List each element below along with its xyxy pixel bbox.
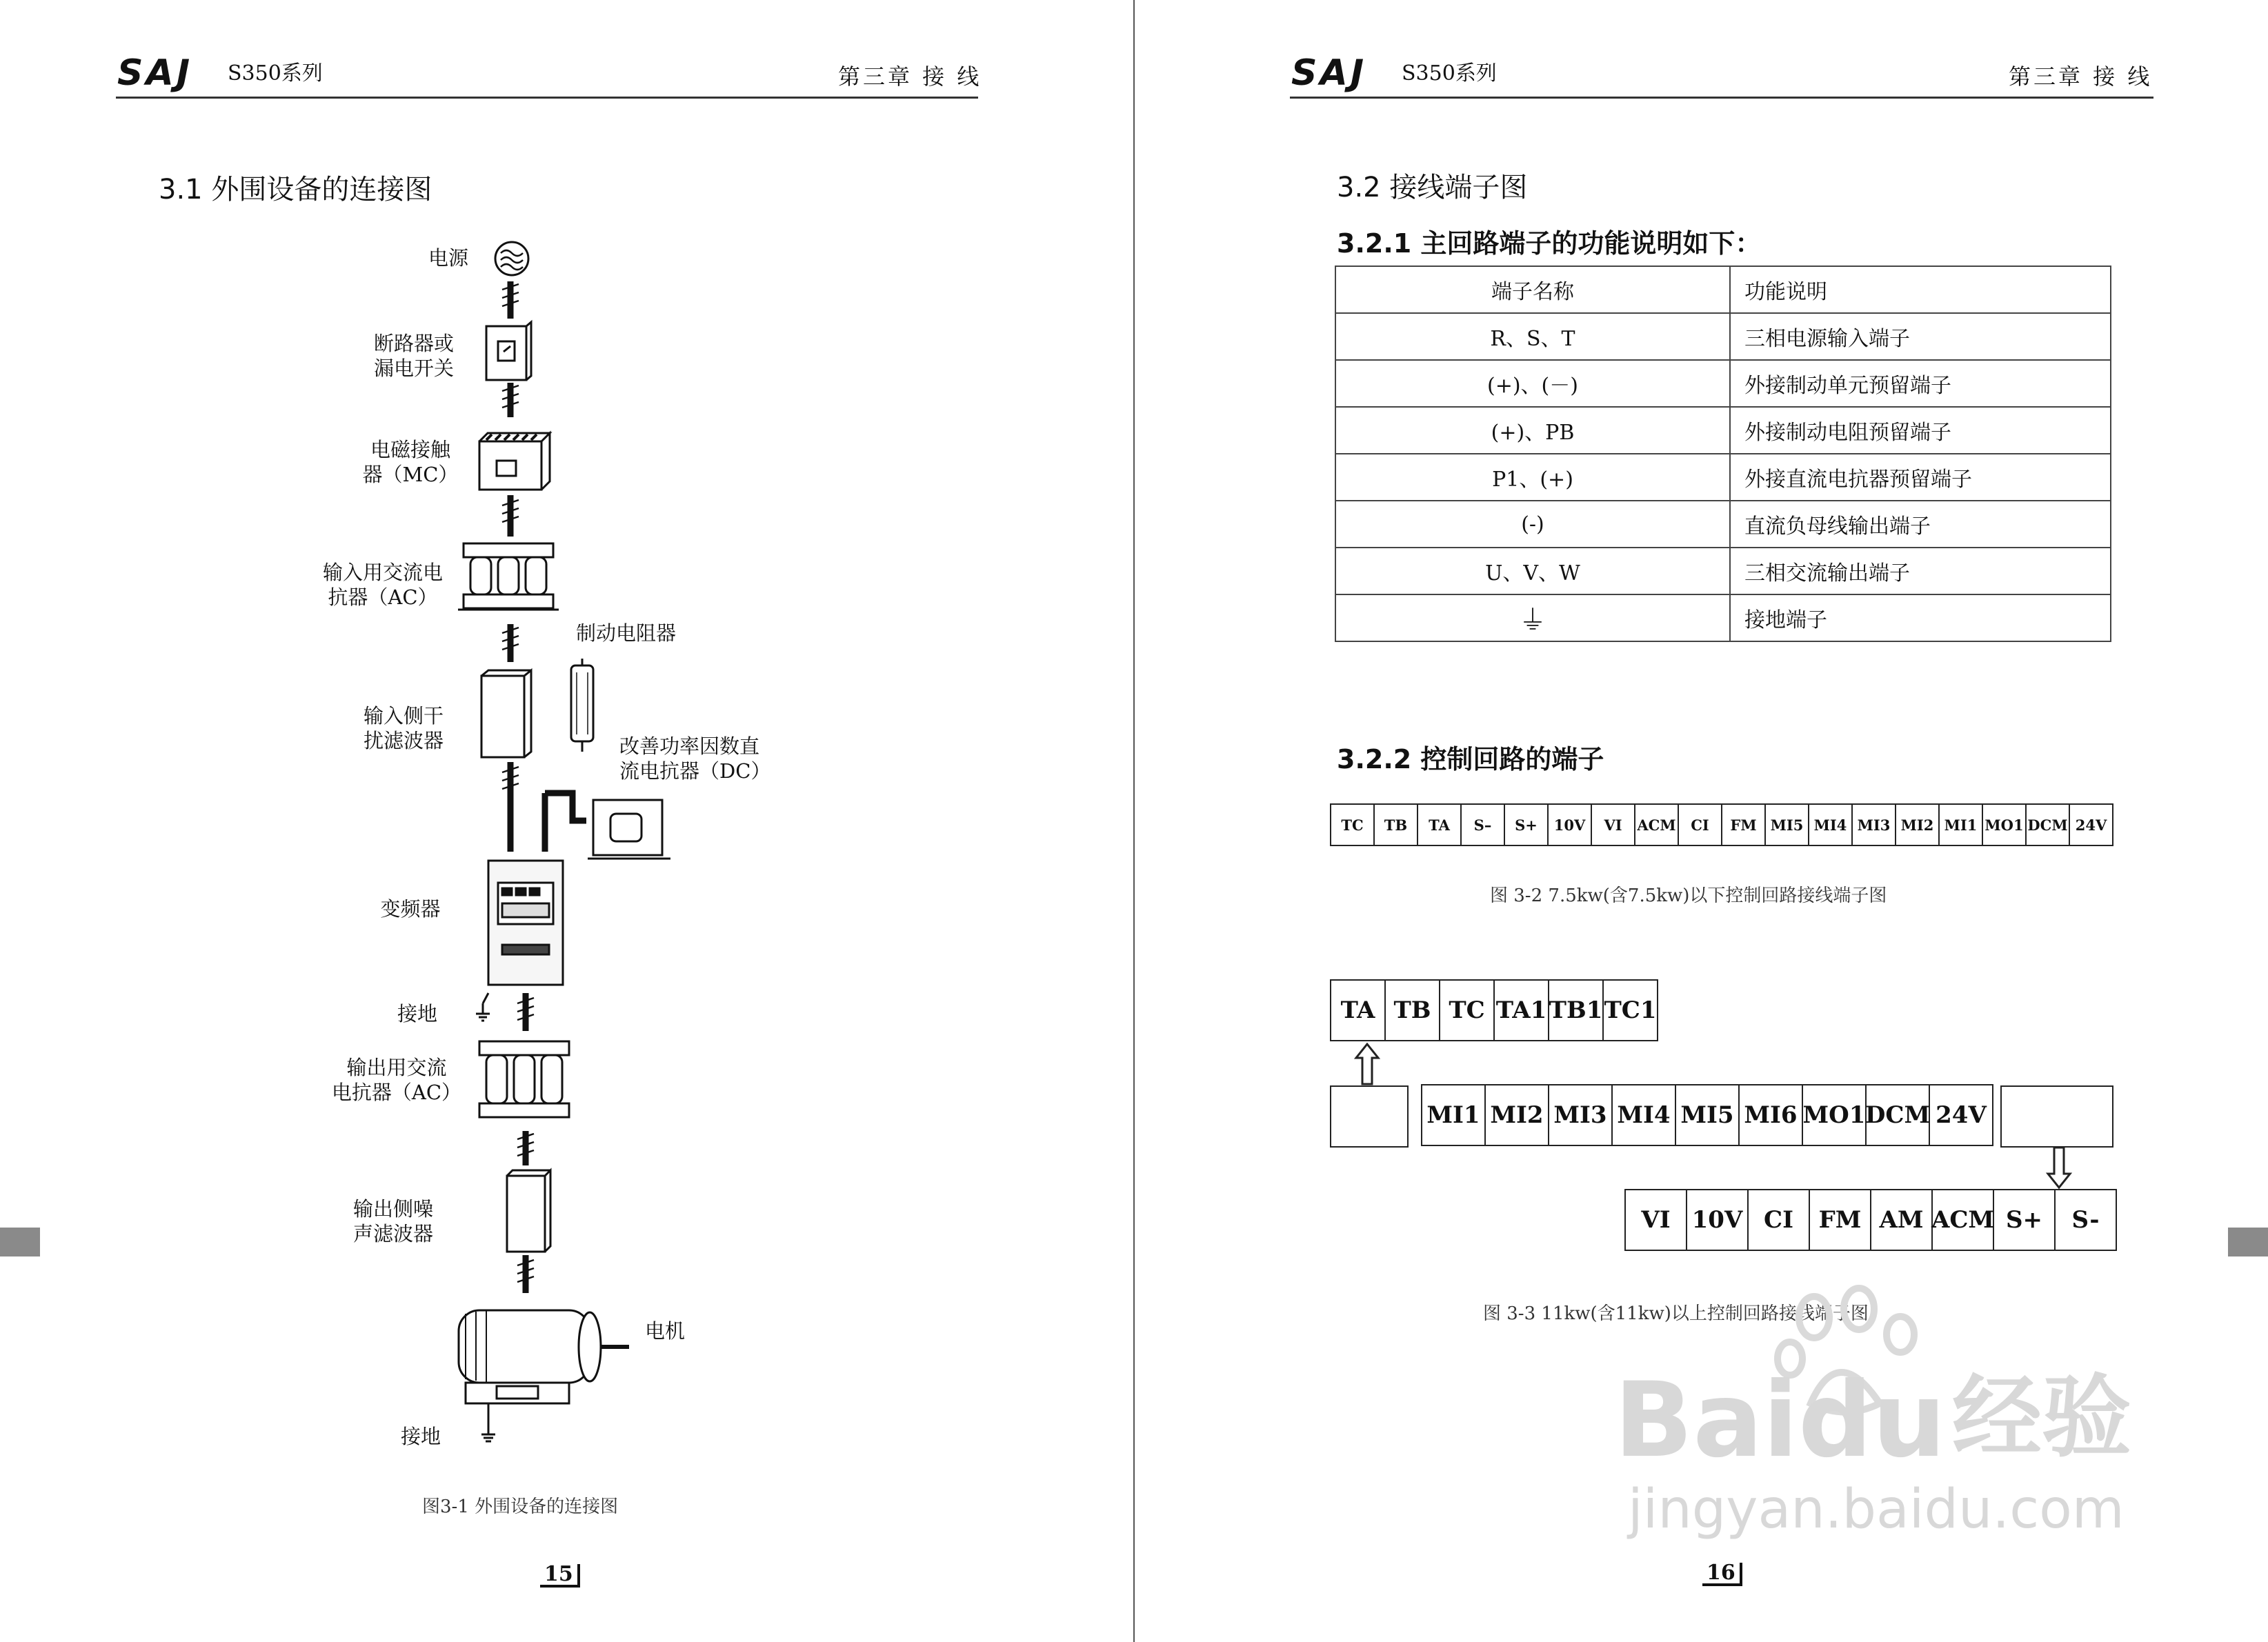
small-strip-terminal: FM	[1722, 805, 1766, 846]
small-terminal-strip	[1330, 803, 2113, 846]
section-title: 3.2 接线端子图	[1337, 172, 1528, 203]
right-side-tab	[2228, 1228, 2268, 1256]
terminal-function: 三相交流输出端子	[1730, 548, 2111, 594]
label-ground-1: 接地	[397, 1002, 437, 1025]
figure-caption: 图 3-2 7.5kw(含7.5kw)以下控制回路接线端子图	[1490, 885, 1887, 906]
small-strip-terminal: MI4	[1809, 805, 1853, 846]
relay-terminal: TB	[1386, 981, 1440, 1041]
small-strip-terminal: MO1	[1983, 805, 2027, 846]
table-header: 端子名称	[1335, 266, 1730, 313]
terminal-name: (+)、(－)	[1335, 360, 1730, 407]
table-row	[1335, 407, 2111, 454]
table-row	[1335, 313, 2111, 360]
power-source-icon	[495, 242, 528, 275]
page-number: 15	[540, 1564, 580, 1588]
blank-terminal-box	[1330, 1085, 1409, 1148]
small-strip-terminal: S–	[1462, 805, 1505, 846]
terminal-function: 三相电源输入端子	[1730, 313, 2111, 360]
analog-terminal: VI	[1626, 1190, 1687, 1251]
output-filter-icon	[507, 1170, 550, 1252]
relay-terminal: TC	[1440, 981, 1495, 1041]
terminal-name: P1、(+)	[1335, 454, 1730, 501]
small-strip-terminal: MI2	[1896, 805, 1940, 846]
brand-logo: SAJ	[1291, 52, 1367, 94]
terminal-name: (-)	[1335, 501, 1730, 548]
watermark-url: jingyan.baidu.com	[1628, 1479, 2125, 1541]
digital-terminal: MO1	[1803, 1085, 1867, 1146]
series-name: S350系列	[228, 61, 323, 86]
table-row	[1335, 501, 2111, 548]
terminal-function: 直流负母线输出端子	[1730, 501, 2111, 548]
label-output-filter: 输出侧噪 声滤波器	[352, 1197, 433, 1245]
relay-terminal: TC1	[1604, 981, 1658, 1041]
small-strip-terminal: 10V	[1549, 805, 1592, 846]
chapter-title: 第三章 接 线	[838, 63, 982, 90]
figure-caption: 图3-1 外围设备的连接图	[422, 1496, 619, 1517]
contactor-icon	[479, 433, 550, 490]
watermark-brand-bai: Bai	[1614, 1361, 1798, 1481]
small-strip-terminal: CI	[1679, 805, 1722, 846]
arrow-down-icon	[2045, 1146, 2073, 1189]
motor-icon	[459, 1310, 629, 1441]
digital-terminal: MI1	[1422, 1085, 1486, 1146]
series-name: S350系列	[1402, 61, 1497, 86]
terminal-function: 接地端子	[1730, 594, 2111, 641]
table-header: 功能说明	[1730, 266, 2111, 313]
breaker-icon	[486, 322, 531, 380]
digital-terminal: DCM	[1867, 1085, 1930, 1146]
digital-terminal: MI3	[1549, 1085, 1613, 1146]
chapter-title: 第三章 接 线	[2009, 63, 2153, 90]
dc-reactor-icon	[545, 793, 670, 859]
terminal-name: (+)、PB	[1335, 407, 1730, 454]
label-input-reactor: 输入用交流电 抗器（AC）	[322, 561, 443, 609]
input-filter-icon	[481, 670, 531, 757]
digital-terminal: MI2	[1486, 1085, 1549, 1146]
small-strip-terminal: MI3	[1853, 805, 1896, 846]
analog-terminal: 10V	[1687, 1190, 1749, 1251]
terminal-function: 外接直流电抗器预留端子	[1730, 454, 2111, 501]
arrow-up-icon	[1353, 1043, 1381, 1085]
terminal-function: 外接制动单元预留端子	[1730, 360, 2111, 407]
digital-terminal: MI6	[1740, 1085, 1803, 1146]
relay-terminal: TA	[1331, 981, 1386, 1041]
main-terminal-table	[1335, 266, 2111, 642]
digital-terminal: MI4	[1613, 1085, 1676, 1146]
subsection-title: 3.2.2 控制回路的端子	[1337, 744, 1604, 774]
table-row	[1335, 594, 2111, 641]
label-output-reactor: 输出用交流 电抗器（AC）	[331, 1056, 462, 1104]
table-row	[1335, 454, 2111, 501]
brake-resistor-icon	[571, 659, 593, 752]
relay-terminal-row	[1330, 979, 1658, 1041]
ground-symbol-icon: ⏚	[1335, 594, 1730, 641]
terminal-name: R、S、T	[1335, 313, 1730, 360]
analog-terminal: ACM	[1933, 1190, 1994, 1251]
inverter-icon	[476, 861, 563, 1021]
header-rule	[1290, 97, 2153, 99]
label-motor: 电机	[645, 1319, 686, 1343]
small-strip-terminal: S+	[1505, 805, 1549, 846]
watermark-brand-du: du	[1798, 1361, 1947, 1481]
label-breaker: 断路器或 漏电开关	[373, 332, 454, 380]
table-row	[1335, 360, 2111, 407]
label-ground-2: 接地	[400, 1425, 441, 1448]
page-number: 16	[1702, 1563, 1742, 1586]
table-row	[1335, 548, 2111, 594]
figure-caption: 图 3-3 11kw(含11kw)以上控制回路接线端子图	[1483, 1303, 1869, 1324]
analog-terminal: CI	[1749, 1190, 1810, 1251]
watermark-service: 经验	[1952, 1365, 2132, 1470]
label-input-filter: 输入侧干 扰滤波器	[363, 704, 444, 752]
subsection-title: 3.2.1 主回路端子的功能说明如下：	[1337, 228, 1762, 259]
analog-terminal: AM	[1871, 1190, 1933, 1251]
label-power: 电源	[428, 246, 468, 270]
label-dc-reactor: 改善功率因数直 流电抗器（DC）	[619, 734, 771, 783]
brand-logo: SAJ	[117, 52, 193, 94]
label-contactor: 电磁接触 器（MC）	[362, 438, 459, 486]
small-strip-terminal: DCM	[2027, 805, 2070, 846]
analog-terminal: S+	[1994, 1190, 2056, 1251]
input-reactor-icon	[458, 543, 559, 610]
watermark-brand	[1614, 1361, 1947, 1481]
digital-terminal: MI5	[1676, 1085, 1740, 1146]
label-inverter: 变频器	[380, 897, 441, 921]
table-header-row	[1335, 266, 2111, 313]
small-strip-terminal: MI1	[1940, 805, 1983, 846]
analog-terminal: S-	[2056, 1190, 2117, 1251]
analog-terminal-row	[1624, 1189, 2117, 1251]
terminal-function: 外接制动电阻预留端子	[1730, 407, 2111, 454]
small-strip-terminal: VI	[1592, 805, 1635, 846]
page-fold	[1133, 0, 1135, 1642]
relay-terminal: TA1	[1495, 981, 1549, 1041]
terminal-name: U、V、W	[1335, 548, 1730, 594]
small-strip-terminal: TB	[1375, 805, 1418, 846]
relay-terminal: TB1	[1549, 981, 1604, 1041]
small-strip-terminal: 24V	[2070, 805, 2113, 846]
small-strip-terminal: TA	[1418, 805, 1462, 846]
small-strip-terminal: TC	[1331, 805, 1375, 846]
connection-diagram	[0, 0, 1133, 1642]
output-reactor-icon	[479, 1041, 569, 1117]
section-title: 3.1 外围设备的连接图	[159, 174, 432, 206]
small-strip-terminal: ACM	[1635, 805, 1679, 846]
digital-terminal-row	[1421, 1084, 1993, 1146]
digital-terminal: 24V	[1930, 1085, 1993, 1146]
label-brake-resistor: 制动电阻器	[576, 621, 677, 645]
blank-terminal-box	[2000, 1085, 2113, 1148]
analog-terminal: FM	[1810, 1190, 1871, 1251]
small-strip-terminal: MI5	[1766, 805, 1809, 846]
